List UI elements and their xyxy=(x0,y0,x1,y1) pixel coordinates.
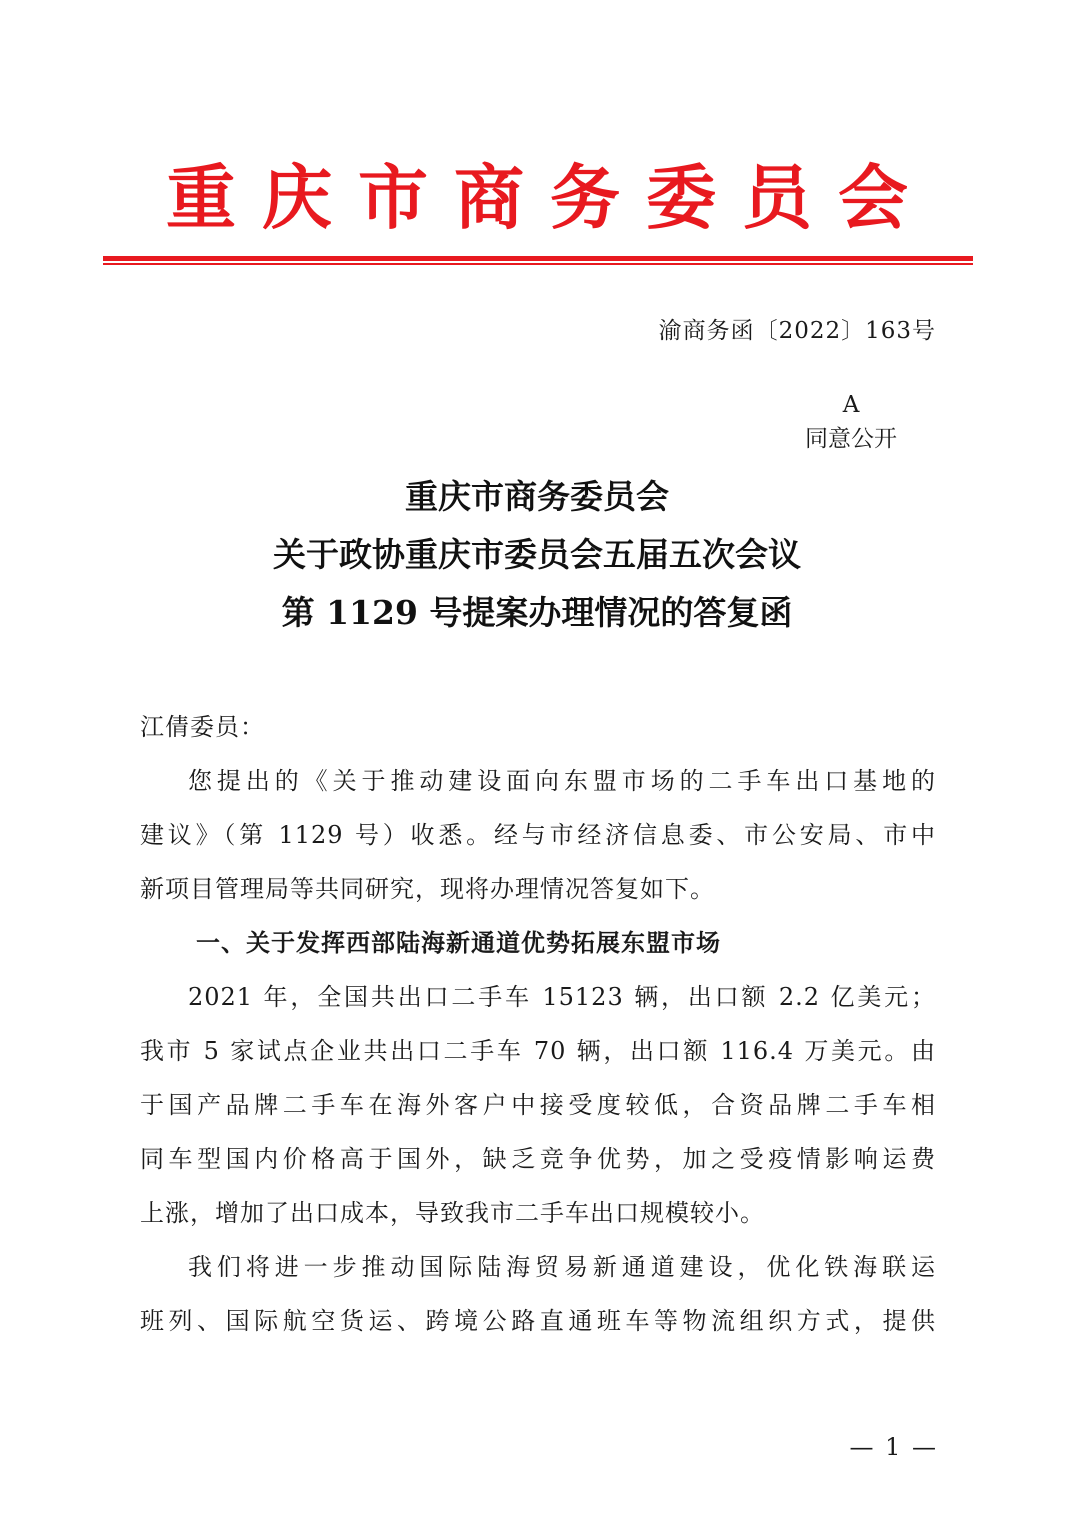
paragraph-line: 同车型国内价格高于国外，缺乏竞争优势，加之受疫情影响运费 xyxy=(140,1145,936,1173)
paragraph-line: 班列、国际航空货运、跨境公路直通班车等物流组织方式，提供 xyxy=(140,1307,936,1335)
paragraph-line: 于国产品牌二手车在海外客户中接受度较低，合资品牌二手车相 xyxy=(140,1091,936,1119)
document-title xyxy=(0,468,1074,642)
title-line: 第 1129 号提案办理情况的答复函 xyxy=(281,593,793,632)
document-number: 渝商务函〔2022〕163号 xyxy=(658,318,936,344)
paragraph-line: 我们将进一步推动国际陆海贸易新通道建设，优化铁海联运 xyxy=(188,1253,936,1281)
masthead-rule-thin xyxy=(103,263,973,265)
paragraph-line: 您提出的《关于推动建设面向东盟市场的二手车出口基地的 xyxy=(188,767,936,795)
disclosure-code: A xyxy=(842,392,860,418)
title-line: 关于政协重庆市委员会五届五次会议 xyxy=(273,535,801,574)
masthead-title: 重庆市商务委员会 xyxy=(166,156,934,239)
disclosure-stamp xyxy=(786,388,916,456)
document-body xyxy=(140,700,936,1348)
salutation: 江倩委员： xyxy=(140,713,265,741)
paragraph-line: 建议》（第 1129 号）收悉。经与市经济信息委、市公安局、市中 xyxy=(140,821,936,849)
paragraph-line: 我市 5 家试点企业共出口二手车 70 辆，出口额 116.4 万美元。由 xyxy=(140,1037,936,1065)
title-line: 重庆市商务委员会 xyxy=(405,477,669,516)
paragraph-line: 上涨，增加了出口成本，导致我市二手车出口规模较小。 xyxy=(140,1199,765,1227)
masthead-rule xyxy=(103,256,973,261)
page-number: — 1 — xyxy=(849,1433,938,1461)
section-heading: 一、关于发挥西部陆海新通道优势拓展东盟市场 xyxy=(196,928,721,957)
paragraph-line: 新项目管理局等共同研究，现将办理情况答复如下。 xyxy=(140,875,715,903)
disclosure-label: 同意公开 xyxy=(805,426,897,452)
paragraph-line: 2021 年，全国共出口二手车 15123 辆，出口额 2.2 亿美元； xyxy=(188,983,936,1011)
